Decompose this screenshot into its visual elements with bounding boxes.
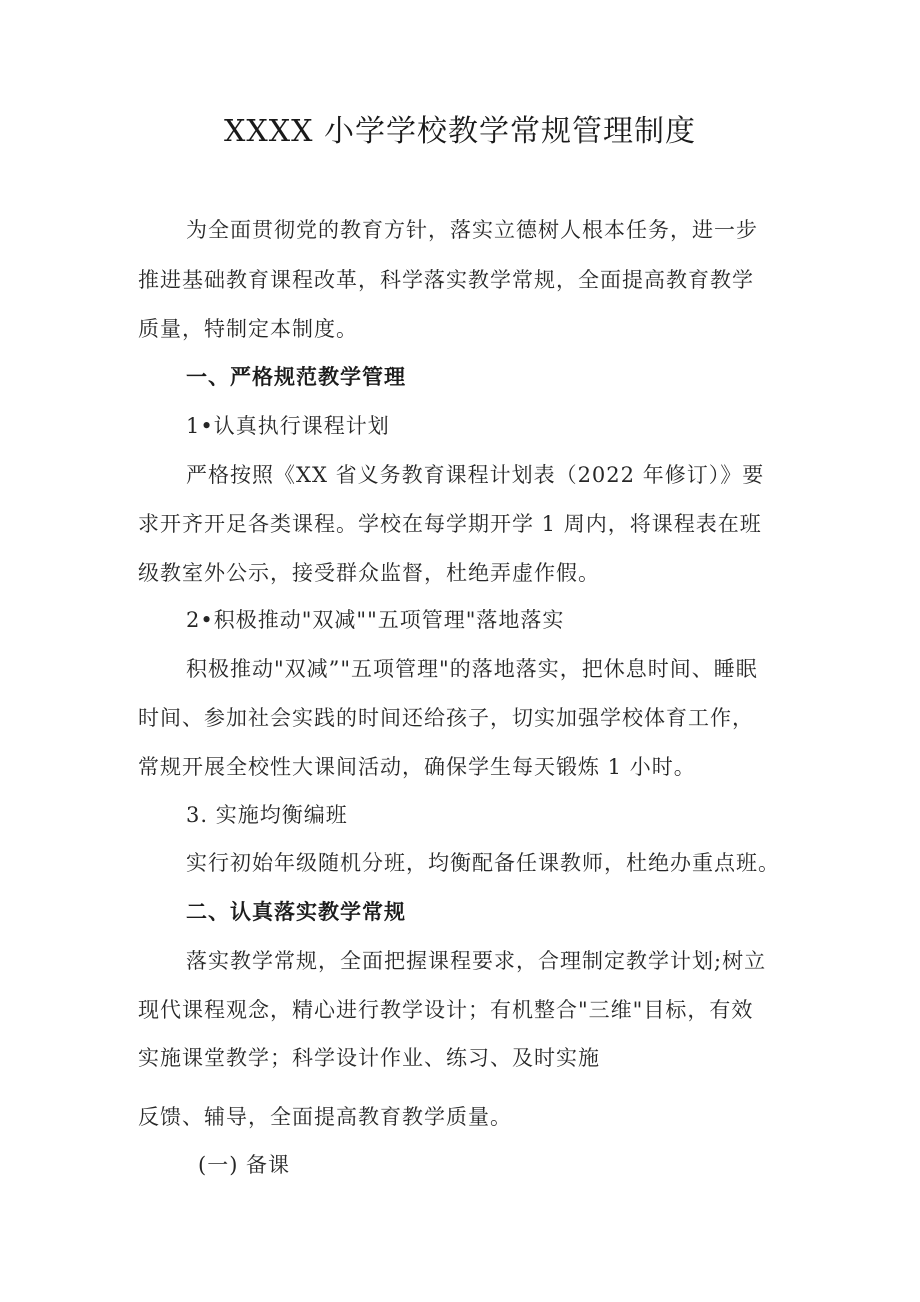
intro-line-1: 为全面贯彻党的教育方针，落实立德树人根本任务，进一步 [186, 218, 758, 242]
paragraph-line: 实行初始年级随机分班，均衡配备任课教师，杜绝办重点班。 [186, 851, 780, 875]
section-heading-1: 一、严格规范教学管理 [186, 364, 406, 389]
section-heading-2: 二、认真落实教学常规 [186, 899, 406, 924]
paragraph-line: 严格按照《XX 省义务教育课程计划表（2022 年修订）》要 [186, 463, 765, 487]
paragraph-line: 反馈、辅导，全面提高教育教学质量。 [138, 1105, 512, 1129]
document-title: XXXX 小学学校教学常规管理制度 [224, 114, 696, 149]
paragraph-line: 级教室外公示，接受群众监督，杜绝弄虚作假。 [138, 561, 600, 585]
paragraph-line: 现代课程观念，精心进行教学设计；有机整合"三维"目标，有效 [138, 998, 754, 1022]
intro-line-3: 质量，特制定本制度。 [138, 317, 358, 341]
paragraph-line: 常规开展全校性大课间活动，确保学生每天锻炼 1 小时。 [138, 755, 696, 779]
paragraph-line: 积极推动"双减”"五项管理"的落地落实，把休息时间、睡眠 [186, 657, 758, 681]
paragraph-line: 落实教学常规，全面把握课程要求，合理制定教学计划;树立 [186, 949, 767, 973]
subsection-heading-3: 3. 实施均衡编班 [186, 803, 348, 827]
intro-line-2: 推进基础教育课程改革，科学落实教学常规，全面提高教育教学 [138, 268, 754, 292]
paragraph-line: 求开齐开足各类课程。学校在每学期开学 1 周内，将课程表在班 [138, 512, 762, 536]
subsection-heading-1: 1•认真执行课程计划 [186, 414, 390, 438]
paragraph-line: 时间、参加社会实践的时间还给孩子，切实加强学校体育工作， [138, 706, 754, 730]
subsection-heading-4: (一) 备课 [198, 1153, 291, 1177]
paragraph-line: 实施课堂教学；科学设计作业、练习、及时实施 [138, 1046, 600, 1070]
subsection-heading-2: 2•积极推动"双减""五项管理"落地落实 [186, 608, 565, 632]
